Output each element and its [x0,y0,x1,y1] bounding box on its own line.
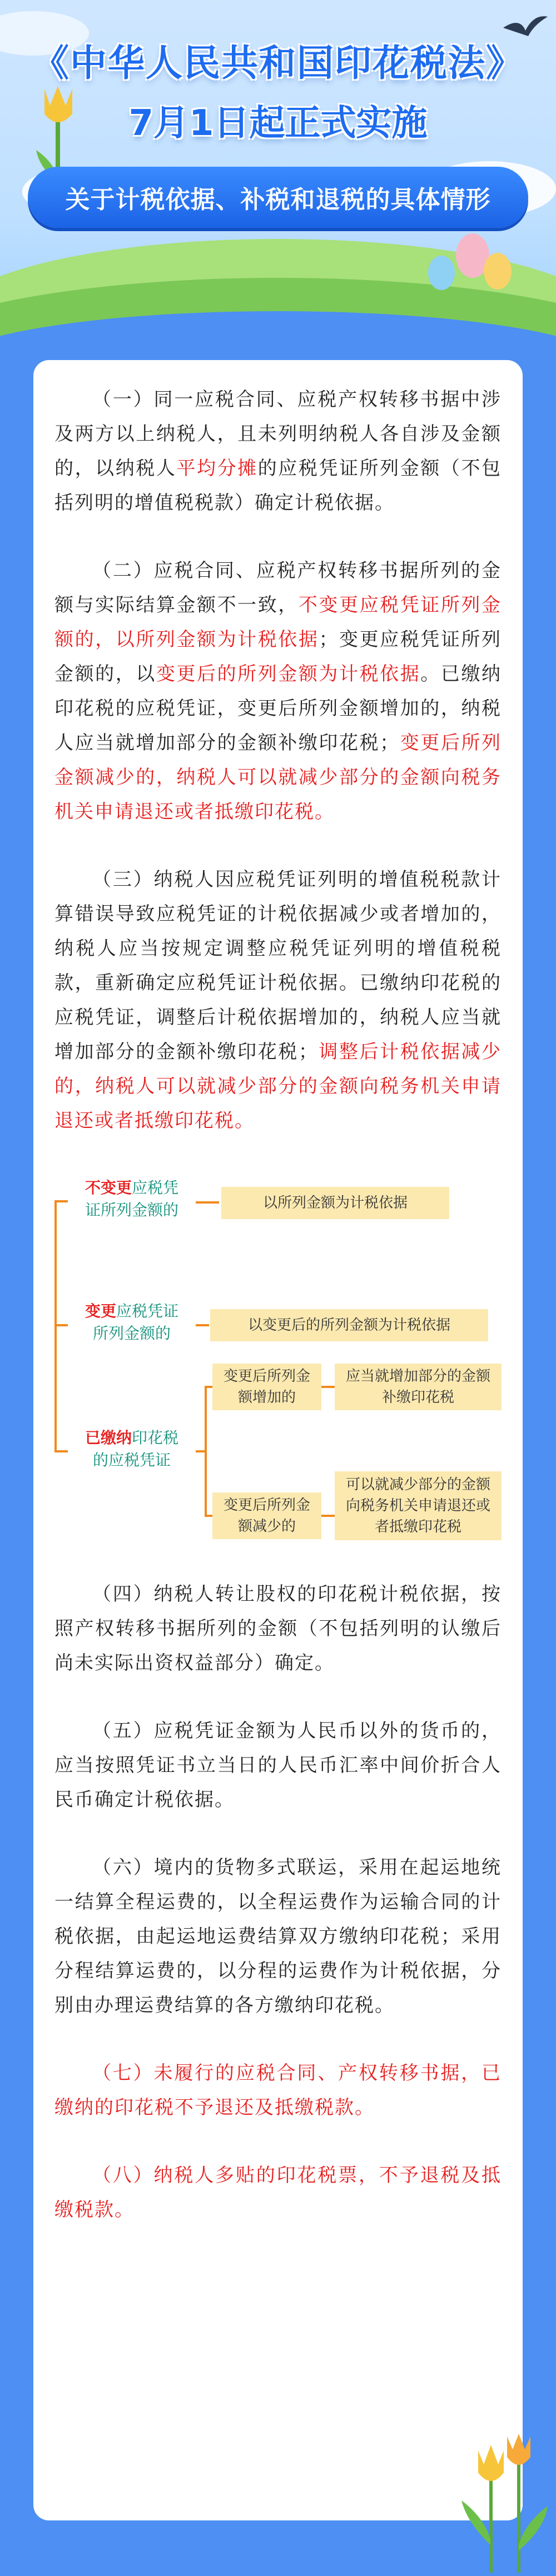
paragraph-8: （八）纳税人多贴的印花税票，不予退税及抵缴税款。 [54,2164,502,2221]
flow-node-unchanged [68,1177,196,1221]
page-title: 《中华人民共和国印花税法》 [32,42,524,84]
flow-node-unchanged-rest: 应税凭 [132,1179,179,1197]
paragraph-3 [54,862,502,1138]
paragraph-1 [54,382,502,520]
flow-node-unchanged-line2: 证所列金额的 [85,1201,178,1219]
flow-node-changed [68,1300,196,1345]
paragraph-5: （五）应税凭证金额为人民币以外的货币的，应当按照凭证书立当日的人民币汇率中间价折合人民币确定计税依据。 [54,1720,502,1811]
flow-result-unchanged: 以所列金额为计税依据 [221,1187,449,1219]
paragraph-2-highlight-b: 不变更应税凭证所列金额的，以所列金额为计税依据 [54,594,502,651]
flow-connector [196,1324,209,1326]
paragraph-2-text-c: ；变更应税凭证所列金额的，以 [54,628,502,685]
paragraph-4: （四）纳税人转让股权的印花税计税依据，按照产权转移书据所列的金额（不包括列明的认缴后尚未实际出资权益部分）确定。 [54,1583,502,1674]
flow-node-paid [68,1427,196,1471]
flowchart [54,1171,502,1538]
paragraph-2 [54,553,502,829]
flow-connector [205,1386,212,1388]
flow-connector [54,1200,68,1202]
egg-decoration [428,256,455,290]
flow-node-paid-line2: 的应税凭证 [92,1451,171,1469]
paragraph-7: （七）未履行的应税合同、产权转移书据，已缴纳的印花税不予退还及抵缴税款。 [54,2062,502,2119]
paragraph-2-text-e: 。已缴纳印花税的应税凭证，变更后所列金额增加的，纳税人应当就增加部分的金额补缴印花税； [54,663,502,754]
flow-connector [54,1450,68,1452]
flow-branch-decrease-result: 可以就减少部分的金额向税务机关申请退还或者抵缴印花税 [335,1471,502,1540]
flow-connector [54,1324,68,1326]
flow-connector [196,1201,219,1204]
flow-connector [321,1515,335,1517]
page-subtitle-date: 7月1日起正式实施 [128,103,428,144]
paragraph-3-text-a: （三）纳税人因应税凭证列明的增值税税款计算错误导致应税凭证的计税依据减少或者增加的，纳税人应当按规定调整应税凭证列明的增值税税款，重新确定应税凭证计税依据。已缴纳印花税的应税凭证，调整后计税依据增加的，纳税人应当就增加部分的金额补缴印花税； [54,868,502,1063]
content-card [33,360,523,2520]
paragraph-1-text-a: （一）同一应税合同、应税产权转移书据中涉及两方以上纳税人，且未列明纳税人各自涉及金额的，以纳税人 [54,388,502,480]
topic-ribbon: 关于计税依据、补税和退税的具体情形 [28,167,528,228]
flow-result-changed: 以变更后的所列金额为计税依据 [210,1309,488,1341]
paragraph-3-highlight-b: 调整后计税依据减少的，纳税人可以就减少部分的金额向税务机关申请退还或者抵缴印花税。 [54,1041,502,1132]
flow-node-changed-rest: 应税凭证 [116,1302,179,1320]
tulip-bouquet-icon [456,2434,550,2573]
flow-connector [321,1386,335,1388]
flow-connector [205,1515,212,1517]
flow-node-unchanged-keyword: 不变更 [85,1179,132,1197]
flow-node-changed-line2: 所列金额的 [92,1324,171,1342]
paragraph-2-text-a: （二）应税合同、应税产权转移书据所列的金额与实际结算金额不一致， [54,560,502,616]
flow-branch-decrease: 变更后所列金额减少的 [212,1492,321,1539]
paragraph-1-highlight: 平均分摊 [176,457,258,480]
flow-node-changed-keyword: 变更 [85,1302,116,1320]
paragraph-1-text-c: 的应税凭证所列金额（不包括列明的增值税税款）确定计税依据。 [54,457,502,514]
paragraph-2-highlight-d: 变更后的所列金额为计税依据 [156,663,421,685]
paragraph-6: （六）境内的货物多式联运，采用在起运地统一结算全程运费的，以全程运费作为运输合同的计税依据，由起运地运费结算双方缴纳印花税；采用分程结算运费的，以分程的运费作为计税依据，分别由办理运费结算的各方缴纳印花税。 [54,1856,502,2016]
flow-branch-increase-result: 应当就增加部分的金额补缴印花税 [335,1364,502,1410]
flow-branch-increase: 变更后所列金额增加的 [212,1364,321,1410]
flow-node-paid-rest: 印花税 [132,1429,179,1447]
header-banner [0,0,556,356]
flow-connector [205,1386,207,1517]
flow-node-paid-keyword: 已缴纳 [85,1429,132,1447]
paragraph-2-highlight-f: 变更后所列金额减少的，纳税人可以就减少部分的金额向税务机关申请退还或者抵缴印花税。 [54,732,502,823]
egg-decoration [484,253,512,289]
